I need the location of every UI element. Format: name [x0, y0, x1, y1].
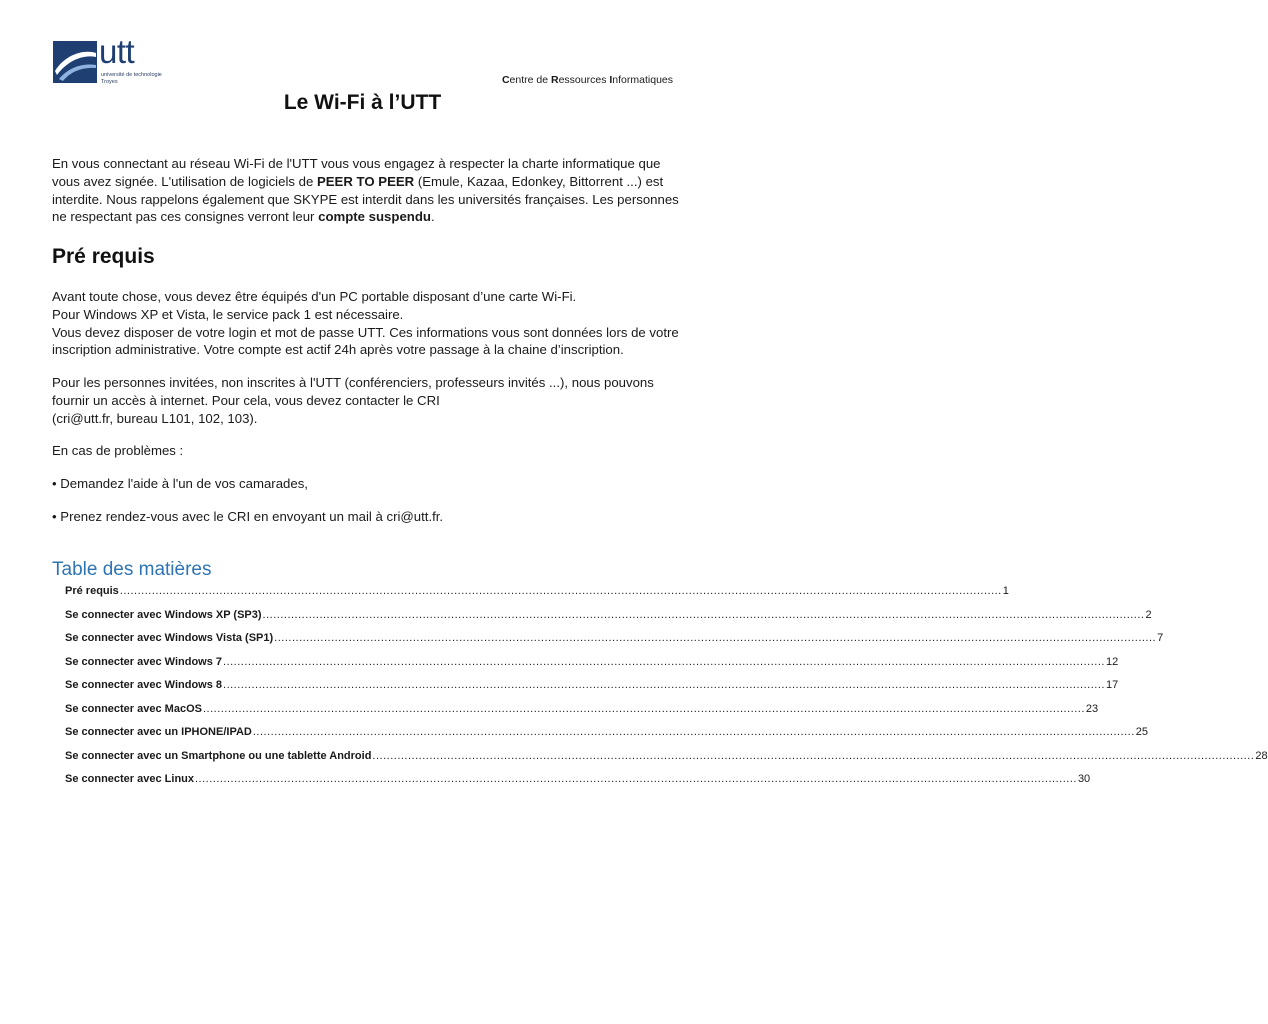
toc-item-label: Se connecter avec Windows 7: [65, 655, 223, 668]
cri-header: [502, 74, 673, 86]
toc-leader: ........................................................................................................................................................................................................................................................: [252, 726, 1135, 738]
toc-item-page: 30: [1077, 773, 1091, 785]
toc-leader: ........................................................................................................................................................................................................................................................: [223, 679, 1105, 691]
toc-item-label: Se connecter avec Linux: [65, 773, 194, 785]
prereq-heading: Pré requis: [52, 245, 155, 268]
toc-item[interactable]: [65, 702, 1099, 727]
guest-contact: (cri@utt.fr, bureau L101, 102, 103).: [52, 410, 258, 426]
toc-leader: ........................................................................................................................................................................................................................................................: [195, 773, 1077, 785]
toc-item[interactable]: [65, 726, 1149, 750]
toc-item-label: Se connecter avec Windows Vista (SP1): [65, 632, 274, 644]
intro-bold-suspended: compte suspendu: [318, 209, 431, 225]
logo-subtitle: [101, 72, 162, 85]
toc-item-page: 1: [1002, 585, 1009, 597]
intro-paragraph: [52, 155, 682, 226]
utt-logo-mark-icon: [53, 41, 97, 83]
toc-item-label: Se connecter avec Windows 8: [65, 679, 223, 691]
toc-item[interactable]: [65, 679, 1119, 703]
intro-text-1: En vous connectant au réseau Wi-Fi de l'UTT vous vous engagez à respecter la charte informatique que vous avez signée. L'utilisation de logiciels de: [52, 156, 661, 189]
toc-item-page: 28: [1255, 749, 1268, 762]
prereq-paragraph-1: [52, 288, 682, 359]
toc-item-page: 12: [1105, 655, 1119, 668]
toc-item-page: 2: [1145, 608, 1152, 621]
toc-leader: ........................................................................................................................................................................................................................................................: [119, 585, 1002, 597]
toc-item[interactable]: [65, 655, 1119, 680]
logo-wordmark: utt: [99, 33, 135, 70]
prereq-line-2: Pour Windows XP et Vista, le service pack 1 est nécessaire.: [52, 306, 404, 322]
utt-logo: [53, 33, 183, 87]
toc-item-label: Se connecter avec un IPHONE/IPAD: [65, 726, 252, 738]
toc-item[interactable]: [65, 608, 1152, 633]
toc-item[interactable]: [65, 749, 1268, 774]
prereq-paragraph-2: [52, 374, 682, 427]
bullet-item-1: • Demandez l'aide à l'un de vos camarades,: [52, 476, 308, 491]
toc-leader: ........................................................................................................................................................................................................................................................: [202, 702, 1085, 715]
intro-bold-p2p: PEER TO PEER: [316, 173, 415, 189]
toc-item-label: Se connecter avec Windows XP (SP3): [65, 608, 262, 621]
logo-subtitle-line-1: université de technologie: [101, 72, 162, 78]
intro-text-3: .: [430, 209, 435, 225]
cri-initial-c: C: [501, 74, 510, 86]
logo-subtitle-line-2: Troyes: [101, 78, 118, 85]
toc-item-page: 23: [1085, 702, 1099, 715]
bullet-item-2: • Prenez rendez-vous avec le CRI en envoyant un mail à cri@utt.fr.: [52, 509, 444, 524]
toc-leader: ........................................................................................................................................................................................................................................................: [372, 749, 1255, 762]
cri-part-2: essources: [558, 74, 610, 86]
table-of-contents: [65, 585, 1268, 797]
cri-initial-i: I: [609, 74, 613, 86]
toc-title: Table des matières: [52, 559, 212, 580]
guest-text: Pour les personnes invitées, non inscrites à l'UTT (conférenciers, professeurs invités ...), nous pouvons fournir un accès à internet. Pour cela, vous devez contacter le CRI: [52, 375, 654, 408]
toc-item-page: 25: [1135, 726, 1149, 738]
intro-text-2: (Emule, Kazaa, Edonkey, Bittorrent ...) est interdite. Nous rappelons également que SKYPE est interdit dans les universités françaises. Les personnes ne respectant pas ces consignes verront leur: [52, 173, 679, 225]
toc-item-page: 17: [1105, 679, 1119, 691]
toc-item[interactable]: [65, 632, 1164, 656]
page-title: Le Wi-Fi à l’UTT: [283, 91, 442, 114]
toc-item-label: Se connecter avec un Smartphone ou une tablette Android: [65, 749, 372, 762]
toc-item[interactable]: [65, 773, 1091, 797]
toc-item-page: 7: [1157, 632, 1164, 644]
toc-leader: ........................................................................................................................................................................................................................................................: [262, 608, 1145, 621]
toc-item-label: Pré requis: [65, 585, 119, 597]
toc-item-label: Se connecter avec MacOS: [65, 702, 202, 715]
toc-leader: ........................................................................................................................................................................................................................................................: [274, 632, 1157, 644]
problems-label: En cas de problèmes :: [52, 443, 184, 458]
cri-initial-r: R: [551, 74, 559, 86]
prereq-line-1: Avant toute chose, vous devez être équipés d'un PC portable disposant d’une carte Wi-Fi.: [52, 289, 577, 304]
cri-part-3: nformatiques: [612, 74, 673, 86]
toc-leader: ........................................................................................................................................................................................................................................................: [223, 655, 1105, 668]
prereq-line-3: Vous devez disposer de votre login et mot de passe UTT. Ces informations vous sont données lors de votre inscription administrative. Votre compte est actif 24h après votre passage à la chaine d’inscription.: [52, 324, 679, 358]
cri-part-1: entre de: [509, 74, 551, 86]
toc-item[interactable]: [65, 585, 1009, 609]
